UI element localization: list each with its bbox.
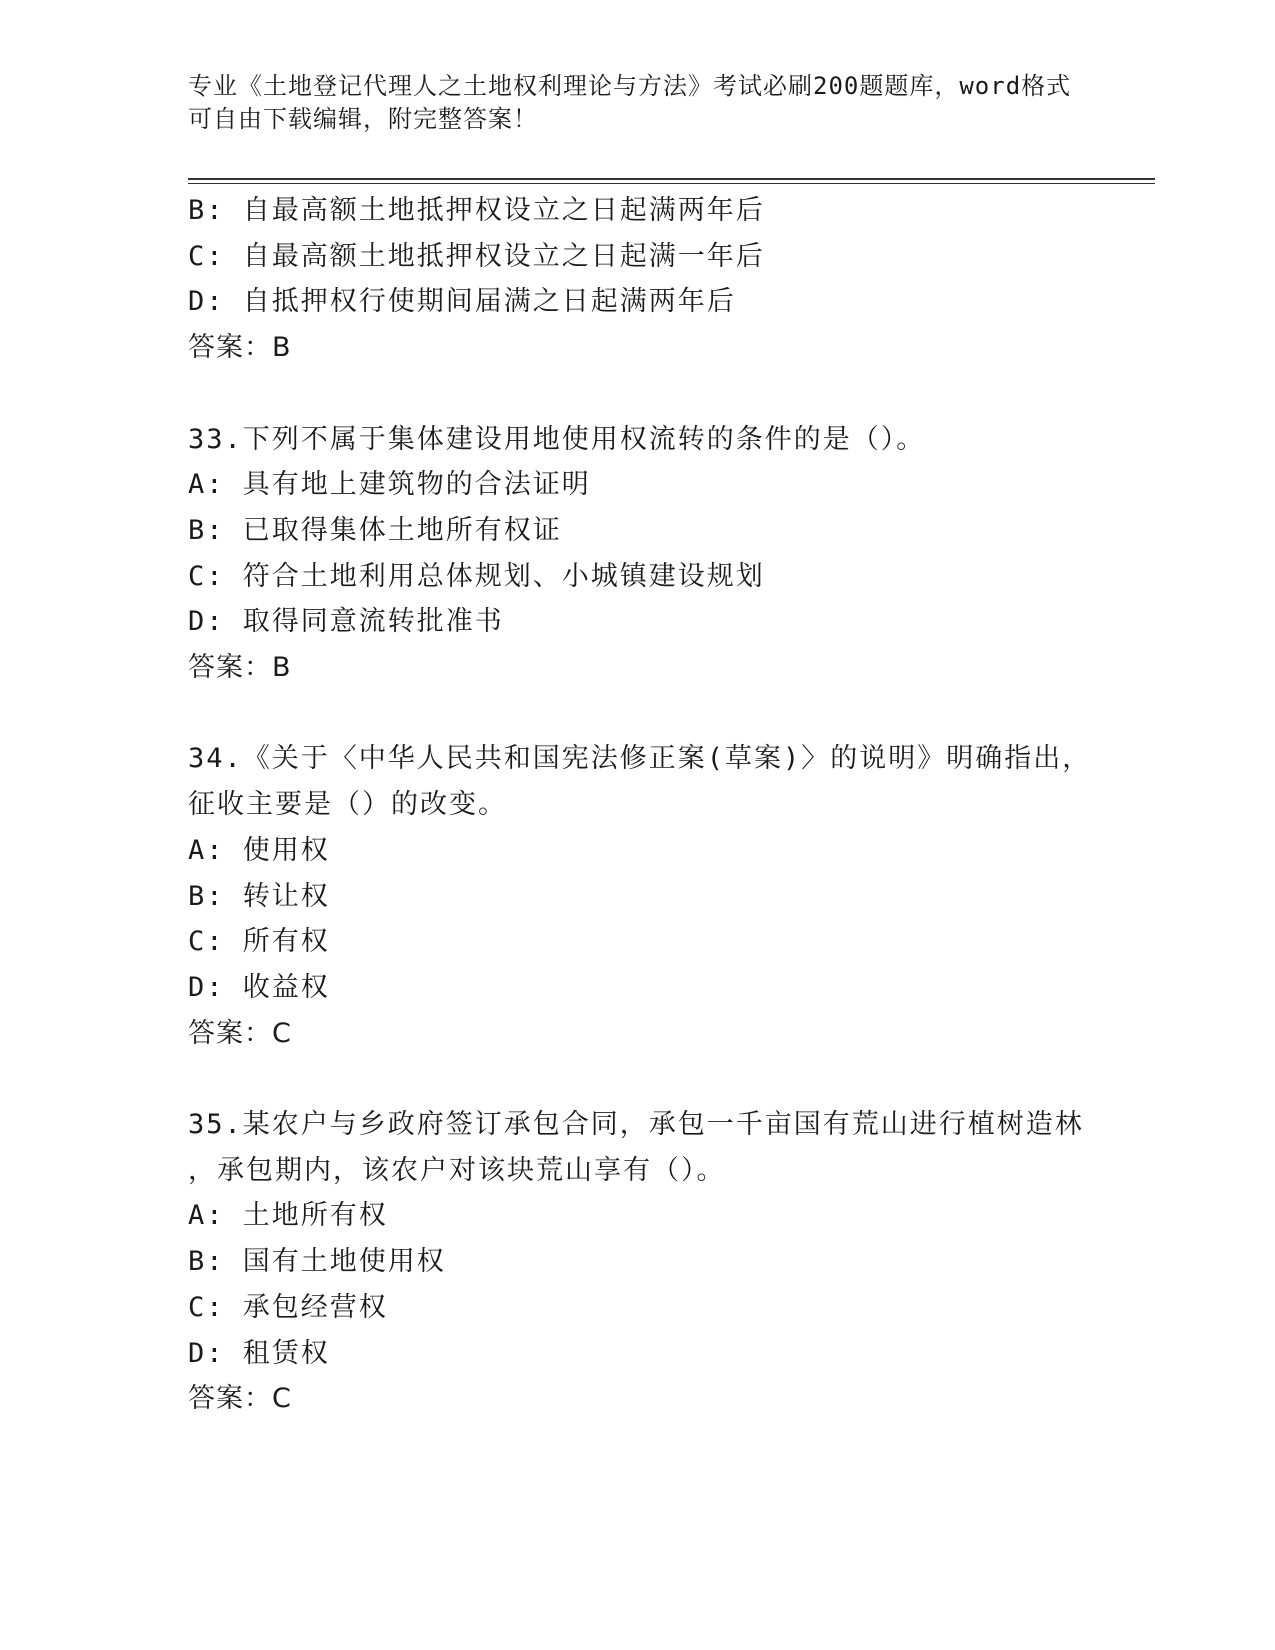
option-d: D: 自抵押权行使期间届满之日起满两年后	[188, 286, 736, 318]
question-33	[188, 417, 1148, 691]
option-d: D: 收益权	[188, 971, 330, 1003]
option-a: A: 具有地上建筑物的合法证明	[188, 469, 591, 501]
spacer	[188, 371, 1148, 417]
question-stem-continued: ，承包期内，该农户对该块荒山享有（）。	[188, 1154, 726, 1186]
option-a: A: 使用权	[188, 834, 330, 866]
question-stem: 33.下列不属于集体建设用地使用权流转的条件的是（）。	[188, 423, 926, 455]
option-c: C: 符合土地利用总体规划、小城镇建设规划	[188, 560, 765, 592]
answer-line: 答案：C	[188, 1383, 292, 1415]
question-list	[188, 188, 1148, 1422]
option-c: C: 自最高额土地抵押权设立之日起满一年后	[188, 240, 765, 272]
option-b: B: 已取得集体土地所有权证	[188, 514, 562, 546]
header-divider-thin	[188, 183, 1155, 184]
question-stem-continued: 征收主要是（）的改变。	[188, 789, 507, 821]
answer-line: 答案：C	[188, 1017, 292, 1049]
option-b: B: 自最高额土地抵押权设立之日起满两年后	[188, 195, 765, 226]
spacer	[188, 691, 1148, 737]
answer-line: 答案：B	[188, 652, 292, 684]
spacer	[188, 1056, 1148, 1102]
option-d: D: 租赁权	[188, 1337, 330, 1369]
option-d: D: 取得同意流转批准书	[188, 606, 504, 638]
option-c: C: 所有权	[188, 926, 330, 958]
header-title-line-1: 专业《土地登记代理人之土地权利理论与方法》考试必刷200题题库，word格式	[188, 72, 1072, 100]
answer-line: 答案：B	[188, 332, 292, 364]
question-32-continued	[188, 188, 1148, 371]
document-header	[188, 70, 1088, 136]
option-b: B: 国有土地使用权	[188, 1246, 446, 1278]
option-c: C: 承包经营权	[188, 1291, 388, 1323]
question-34	[188, 736, 1148, 1056]
question-35	[188, 1102, 1148, 1422]
header-divider-thick	[188, 178, 1155, 180]
question-stem: 35.某农户与乡政府签订承包合同，承包一千亩国有荒山进行植树造林	[188, 1109, 1084, 1141]
question-stem: 34.《关于〈中华人民共和国宪法修正案(草案)〉的说明》明确指出，	[188, 743, 1092, 775]
header-title-line-2: 可自由下载编辑，附完整答案！	[188, 105, 538, 133]
option-a: A: 土地所有权	[188, 1200, 388, 1232]
option-b: B: 转让权	[188, 880, 330, 912]
